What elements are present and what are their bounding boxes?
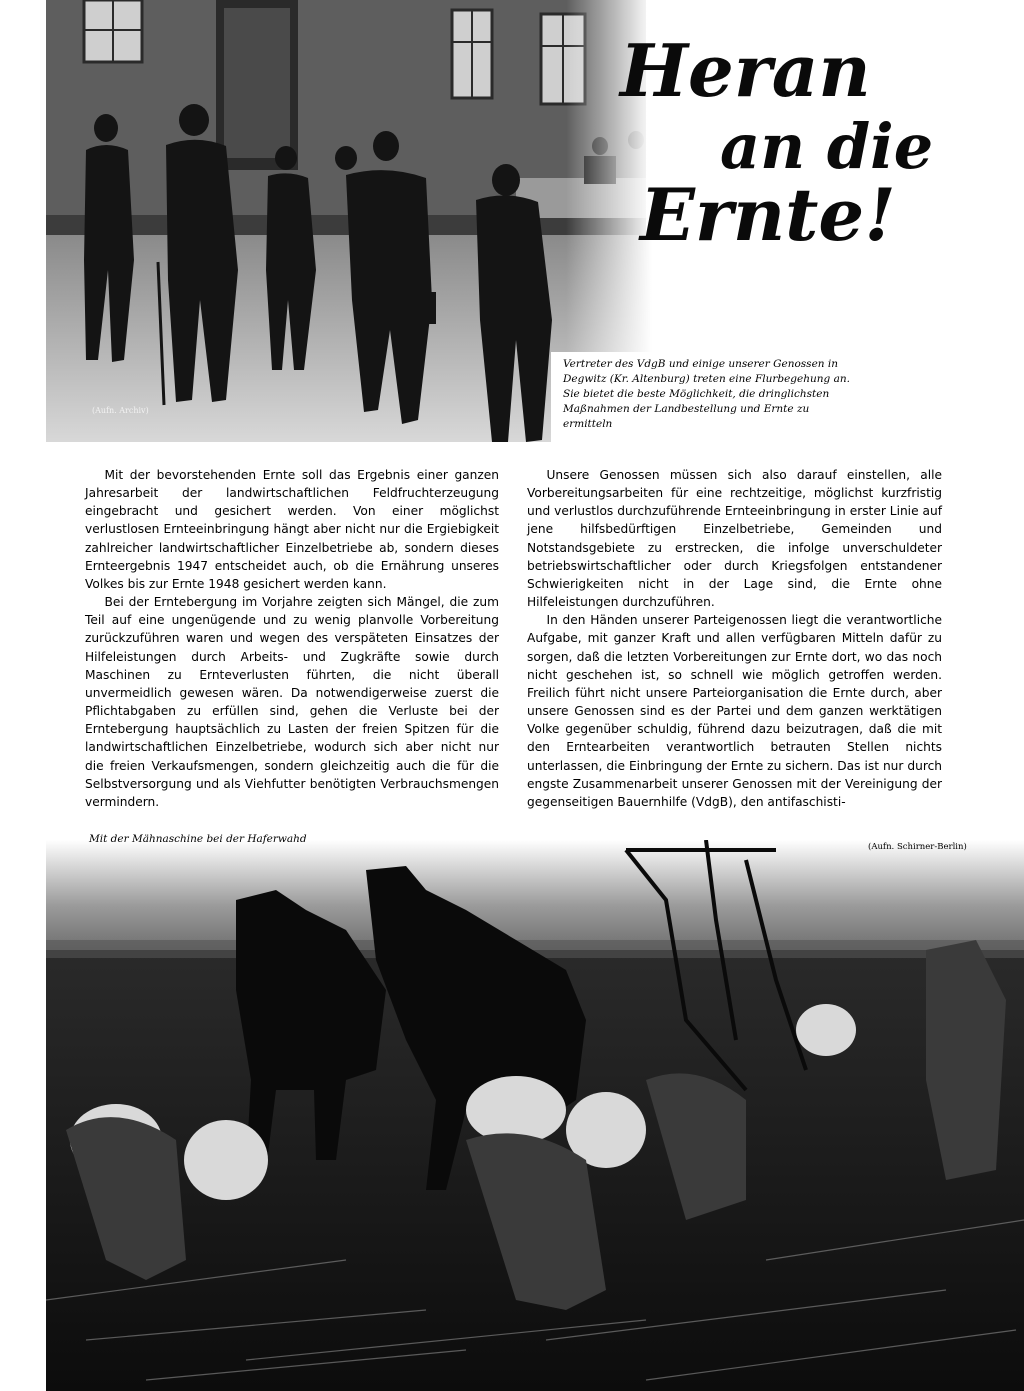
article-column-right bbox=[527, 466, 942, 811]
article-paragraph: Mit der bevorstehenden Ernte soll das Ergebnis einer ganzen Jahresarbeit der landwirtschaftlichen Feldfruchterzeugung eingebracht und gesichert werden. Von einer möglichst verlustlosen Ernteeinbringung hängt aber nicht nur die Ergiebigkeit zahlreicher landwirtschaftlicher Einzelbetriebe ab, sondern dieses Ernteergebnis 1947 entscheidet auch, ob die Ernährung unseres Volkes bis zur Ernte 1948 gesichert werden kann. bbox=[85, 468, 499, 591]
article-paragraph: Bei der Erntebergung im Vorjahre zeigten sich Mängel, die zum Teil auf eine ungenügende und zu wenig planvolle Vorbereitung zurückzuführen waren und wegen des verspäteten Einsatzes der Hilfeleistungen durch Arbeits- und Zugkräfte sowie durch Maschinen zu Ernteverlusten führten, die nicht überall unvermeidlich gewesen wären. Da notwendigerweise zuerst die Pflichtabgaben zu erfüllen sind, gehen die Verluste bei der Erntebergung hauptsächlich zu Lasten der freien Spitzen für die landwirtschaftlichen Einzelbetriebe, wodurch sich aber nicht nur die freien Verkaufsmengen, sondern gleichzeitig auch die für die Selbstversorgung und als Viehfutter benötigten Verbrauchsmengen vermindern. bbox=[85, 595, 499, 809]
top-photo-caption: Vertreter des VdgB und einige unserer Genossen in Degwitz (Kr. Altenburg) treten eine Flurbegehung an. Sie bietet die beste Möglichkeit, die dringlichsten Maßnahmen der Landbestellung und Ernte zu ermitteln bbox=[563, 358, 850, 430]
headline bbox=[600, 28, 1000, 268]
headline-line1: Heran bbox=[620, 28, 871, 113]
headline-line3: Ernte! bbox=[640, 172, 896, 257]
article-column-left bbox=[85, 466, 499, 811]
article-paragraph: In den Händen unserer Parteigenossen liegt die verantwortliche Aufgabe, mit ganzer Kraft und allen verfügbaren Mitteln dafür zu sorgen, daß die letzten Vorbereitungen zur Ernte dort, wo das noch nicht geschehen ist, so schnell wie möglich getroffen werden. Freilich führt nicht unsere Parteiorganisation die Ernte durch, aber unsere Genossen sind es der Partei und dem ganzen werktätigen Volke gegenüber schuldig, führend dazu beizutragen, daß die mit den Erntearbeiten verantwortlich betrauten Stellen nichts unterlassen, die Einbringung der Ernte zu sichern. Das ist nur durch engste Zusammenarbeit unserer Genossen mit der Vereinigung der gegenseitigen Bauernhilfe (VdgB), den antifaschisti- bbox=[527, 613, 942, 809]
top-photo-credit: (Aufn. Archiv) bbox=[92, 406, 149, 415]
bottom-photo-caption: Mit der Mähnaschine bei der Haferwahd bbox=[89, 833, 307, 845]
article-paragraph: Unsere Genossen müssen sich also darauf einstellen, alle Vorbereitungsarbeiten für eine rechtzeitige, möglichst kurzfristig und verlustlos durchzuführende Ernteeinbringung in erster Linie auf jene hilfsbedürftigen Einzelbetriebe, Gemeinden und Notstandsgebiete zu erstrecken, die infolge unverschuldeter betriebswirtschaftlicher oder durch Kriegsfolgen entstandener Schwierigkeiten nicht in der Lage sind, die Ernte ohne Hilfeleistungen durchzuführen. bbox=[527, 468, 942, 610]
bottom-photo-credit: (Aufn. Schirner-Berlin) bbox=[868, 842, 967, 852]
top-photo bbox=[46, 0, 652, 442]
headline-line2: an die bbox=[720, 110, 934, 183]
bottom-photo bbox=[46, 840, 1024, 1391]
